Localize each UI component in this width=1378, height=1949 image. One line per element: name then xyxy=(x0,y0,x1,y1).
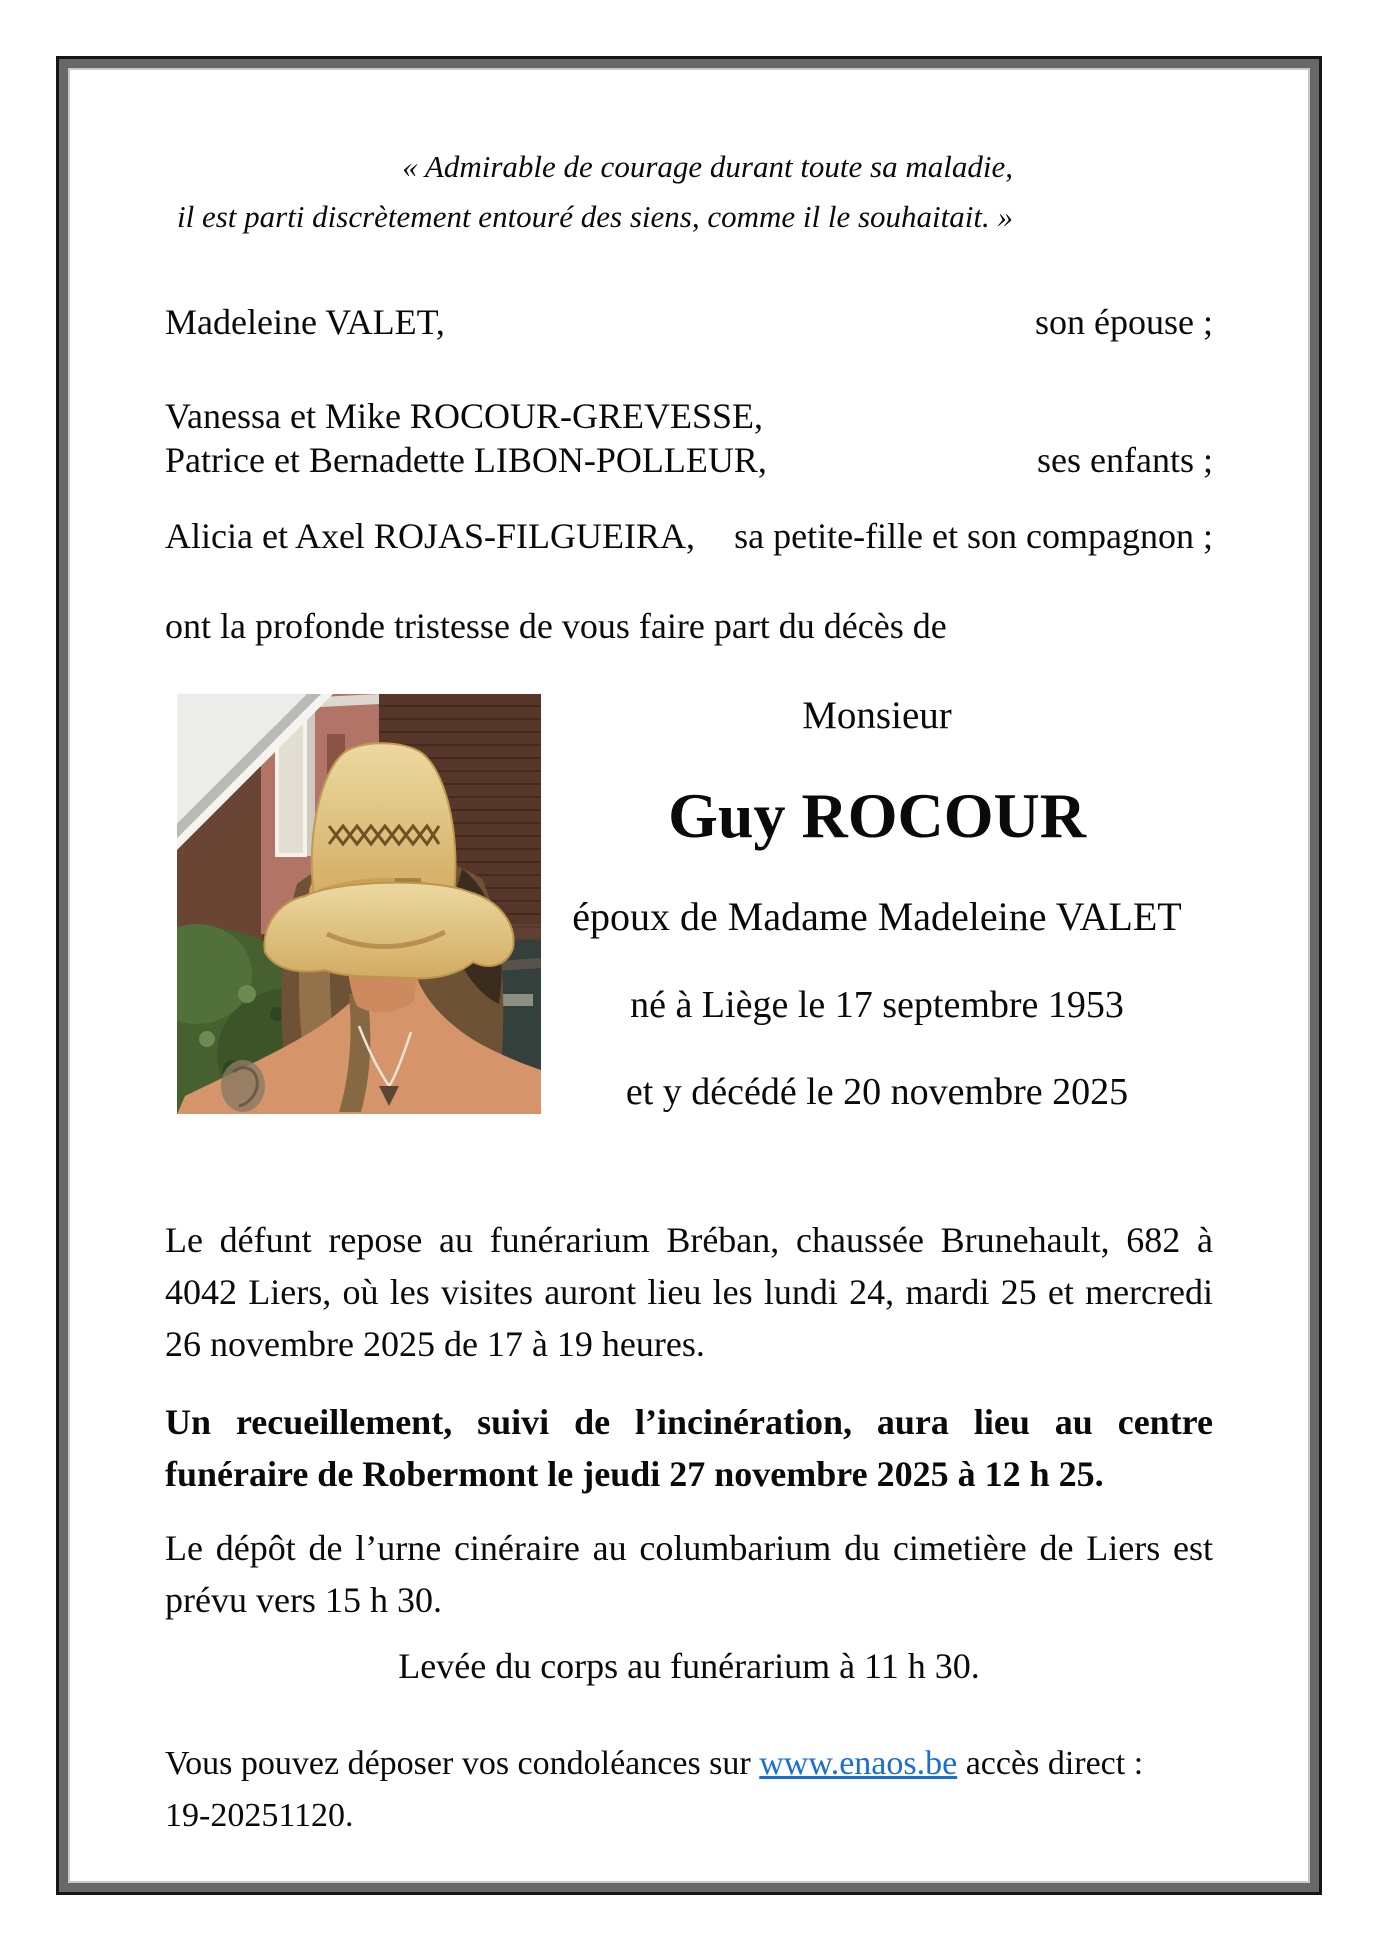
grandchild-names: Alicia et Axel ROJAS-FILGUEIRA, xyxy=(165,516,695,556)
condolences-line-1 xyxy=(165,1738,1213,1790)
inner-frame-content xyxy=(68,68,1310,1883)
repose-paragraph: Le défunt repose au funérarium Bréban, chaussée Brunehault, 682 à 4042 Liers, où les visites auront lieu les lundi 24, mardi 25 et mercredi 26 novembre 2025 de 17 à 19 heures. xyxy=(165,1220,1213,1364)
family-row-children-2 xyxy=(165,438,1213,482)
ceremony-paragraph: Un recueillement, suivi de l’incinération, aura lieu au centre funéraire de Robermont le jeudi 27 novembre 2025 à 12 h 25. xyxy=(165,1402,1213,1494)
spouse-relation: son épouse ; xyxy=(1035,302,1213,342)
family-row-children-1 xyxy=(165,394,1213,438)
enaos-link[interactable]: www.enaos.be xyxy=(759,1745,958,1782)
deceased-name: Guy ROCOUR xyxy=(668,780,1086,851)
outer-frame-border xyxy=(56,56,1322,1895)
deceased-death-line: et y décédé le 20 novembre 2025 xyxy=(625,1071,1129,1113)
announcement-line: ont la profonde tristesse de vous faire part du décès de xyxy=(165,606,947,646)
deceased-identity xyxy=(541,694,1213,1114)
family-row-spouse xyxy=(165,300,1213,344)
deceased-birth-line: né à Liège le 17 septembre 1953 xyxy=(630,984,1124,1026)
portrait-photo xyxy=(177,694,541,1114)
spouse-names: Madeleine VALET, xyxy=(165,302,445,342)
quote-line-2: il est parti discrètement entouré des siens, comme il le souhaitait. » xyxy=(176,199,1013,234)
family-row-grandchild xyxy=(165,514,1213,558)
children-names-2: Patrice et Bernadette LIBON-POLLEUR, xyxy=(165,440,767,480)
children-relation: ses enfants ; xyxy=(1037,440,1213,480)
middle-frame-border xyxy=(59,59,1319,1892)
deceased-spouse-line: époux de Madame Madeleine VALET xyxy=(572,894,1182,939)
condolences-text-before: Vous pouvez déposer vos condoléances sur xyxy=(165,1745,760,1782)
deceased-title: Monsieur xyxy=(802,694,952,737)
condolences-text-after: accès direct : xyxy=(957,1745,1144,1782)
levee-line: Levée du corps au funérarium à 11 h 30. xyxy=(398,1646,980,1686)
quote-line-1: « Admirable de courage durant toute sa maladie, xyxy=(402,149,1013,184)
portrait-and-identity-section xyxy=(165,694,1213,1114)
condolences-reference: 19-20251120. xyxy=(165,1797,354,1834)
condolences-paragraph xyxy=(165,1738,1213,1842)
portrait-photo-illustration xyxy=(177,694,541,1114)
memorial-quote xyxy=(165,142,1213,242)
family-group-children xyxy=(165,394,1213,482)
grandchild-relation: sa petite-fille et son compagnon ; xyxy=(734,516,1213,556)
children-names-1: Vanessa et Mike ROCOUR-GREVESSE, xyxy=(165,396,763,436)
urn-paragraph: Le dépôt de l’urne cinéraire au columbarium du cimetière de Liers est prévu vers 15 h 30. xyxy=(165,1528,1213,1620)
